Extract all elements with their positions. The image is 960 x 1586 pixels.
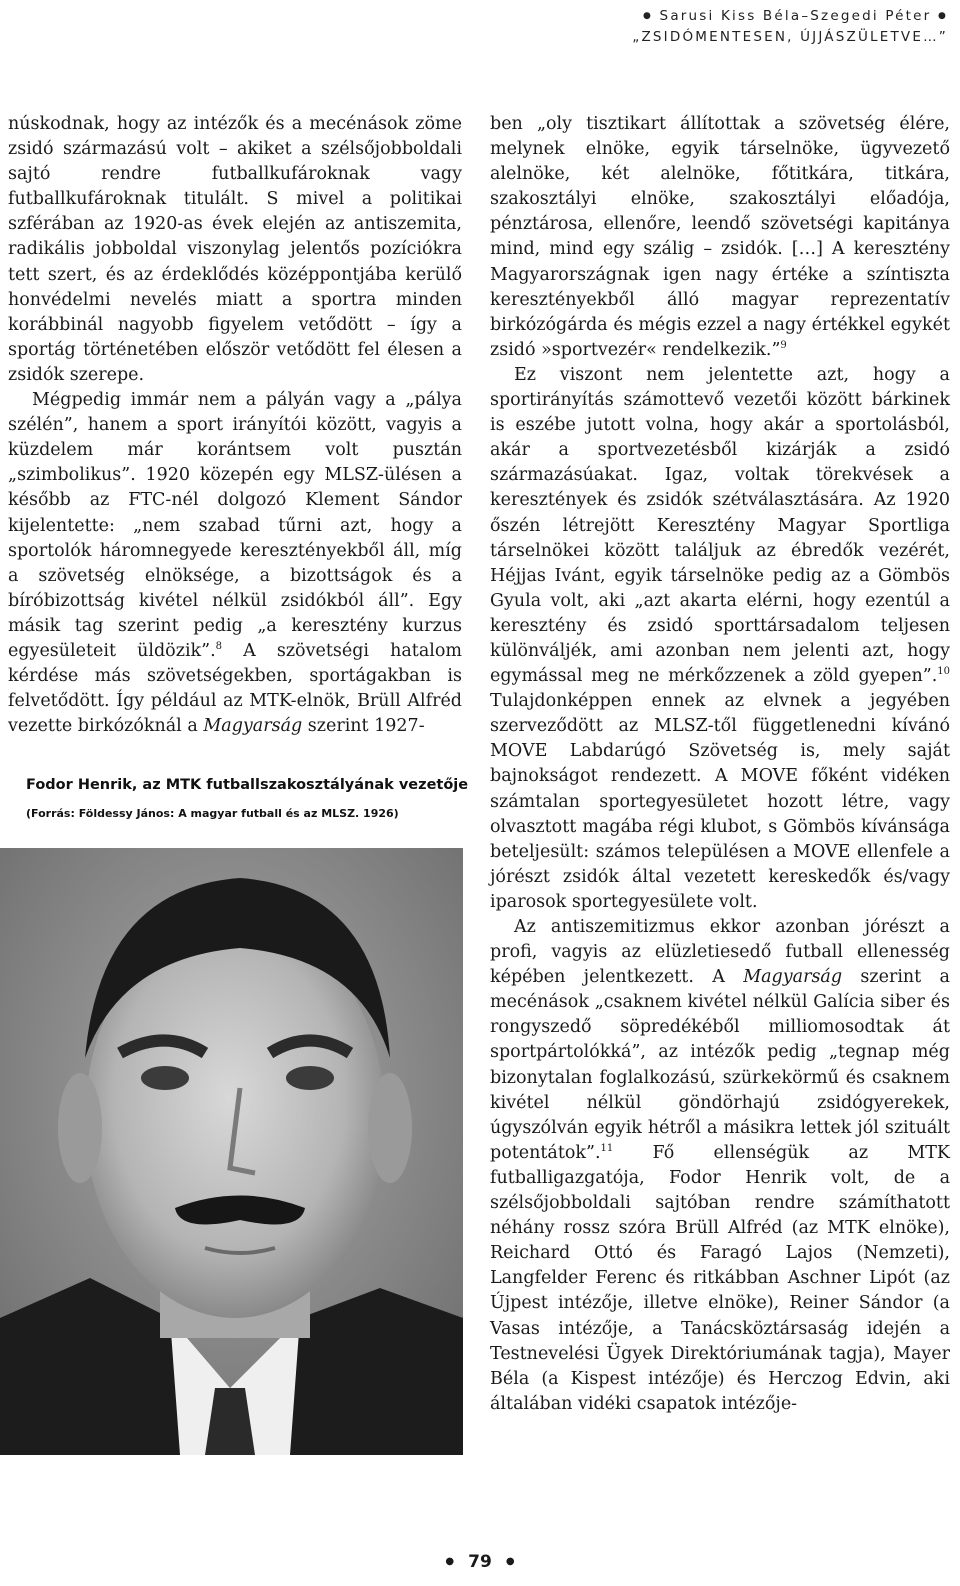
- paragraph: [490, 363, 950, 915]
- paragraph: núskodnak, hogy az intézők és a mecénások zöme zsidó származású volt – akiket a szélsőjobboldali sajtó rendre futballkufároknak vagy futballkufároknak titulált. S mivel a politikai szférában az 1920-as évek elején az antiszemita, radikális jobboldal viszonylag jelentős pozíciókra tett szert, és az érdeklődés középpontjába kerülő honvédelmi nevelés miatt a sportra minden korábbinál nagyobb figyelem vetődött – így a sportág történetében először vetődött fel élesen a zsidók szerepe.: [8, 114, 462, 385]
- right-column: [490, 112, 950, 1417]
- page-footer: ● 79 ●: [445, 1552, 515, 1572]
- paragraph-text: A szövetségi hatalom kérdése más szövetségekben, sportágakban is felvetődött. Így például az MTK-elnök, Brüll Alfréd vezette birkózóknál a: [8, 640, 462, 737]
- portrait-photo: [0, 848, 463, 1455]
- newspaper-title: Magyarság: [203, 716, 303, 737]
- paragraph-text: Fő ellenségük az MTK futballigazgatója, Fodor Henrik volt, de a szélsőjobboldali sajtóban rendre számíthatott néhány rossz szóra Brüll Alfréd (az MTK elnöke), Reichard Ottó és Faragó Lajos (Nemzeti), Langfelder Ferenc és ritkábban Aschner Lipót (az Újpest intézője, illetve elnöke), Reiner Sándor (a Vasas intézője, a Tanácsköztársaság idején a Testnevelési Ügyek Direktóriumának tagja), Mayer Béla (a Kispest intézője) és Herczog Edvin, aki általában vidéki csapatok intézője-: [490, 1142, 950, 1414]
- footnote-ref: 9: [780, 339, 787, 351]
- left-column: [8, 112, 462, 739]
- photo-source: (Forrás: Földessy János: A magyar futball és az MLSZ. 1926): [26, 807, 399, 820]
- newspaper-title: Magyarság: [743, 967, 843, 988]
- footnote-ref: 8: [215, 640, 223, 652]
- paragraph-text: Ez viszont nem jelentette azt, hogy a sportirányítás számottevő vezetői között bárkinek is eszébe jutott volna, hogy akár a sportolásból, akár a sportvezetésből kizárják a zsidó származásúakat. Igaz, voltak törekvések a keresztények és zsidók szétválasztására. Az 1920 őszén létrejött Keresztény Magyar Sportliga társelnökei között találjuk az ébredők vezérét, Héjjas Ivánt, egyik társelnöke pedig az a Gömbös Gyula volt, aki „azt akarta elérni, hogy ezentúl a keresztény és zsidó sporttársadalom teljesen különváljék, ami azonban nem jelenti azt, hogy egymással meg ne mérkőzzenek a zöld gyepen”.: [490, 364, 950, 687]
- paragraph-text: szerint a mecénások „csaknem kivétel nélkül Galícia siber és rongyszedő söpredékéből milliomosodtak át sportpártolókká”, az intézők pedig „tegnap még bizonytalan foglalkozású, szürkekörmű és csaknem kivétel nélkül göndörhajú zsidógyerekek, úgyszólván egyik hétről a másikra lettek jól szituált potentátok”.: [490, 967, 950, 1163]
- paragraph-text: Az antiszemitizmus ekkor azonban jórészt a profi, vagyis az elüzletiesedő futball ellenesség képében jelentkezett. A: [490, 917, 950, 988]
- footnote-ref: 10: [937, 666, 950, 678]
- paragraph-text: Mégpedig immár nem a pályán vagy a „pálya szélén”, hanem a sport irányítói között, vagyis a küzdelem már korántsem volt pusztán „szimbolikus”. 1920 közepén egy MLSZ-ülésen a később az FTC-nél dolgozó Klement Sándor kijelentette: „nem szabad tűrni azt, hogy a sportolók háromnegyede keresztényekből áll, míg a szövetség elnöksége, a bizottságok és a bíróbizottság kivétel nélkül zsidókból áll”. Egy másik tag szerint pedig „a keresztény kurzus egyesületeit üldözik”.: [8, 390, 462, 661]
- running-header: [632, 6, 948, 48]
- paragraph-text: ben „oly tisztikart állítottak a szövetség élére, melynek elnöke, egyik társelnöke, ügyvezető alelnöke, két alelnöke, főtitkára, titkára, szakosztályi elnöke, szakosztályi előadója, pénztárosa, ellenőre, leendő szövetségi kapitánya mind, mind egy szálig – zsidók. […] A keresztény Magyarországnak igen nagy értéke a színtiszta keresztényekből álló magyar reprezentatív birkózógárda és mégis ezzel a nagy értékkel egykét zsidó »sportvezér« rendelkezik.”: [490, 114, 950, 360]
- header-authors-text: Sarusi Kiss Béla–Szegedi Péter: [659, 8, 932, 24]
- header-title: „ZSIDÓMENTESEN, ÚJJÁSZÜLETVE…”: [632, 29, 948, 45]
- paragraph: [8, 388, 462, 739]
- footnote-ref: 11: [600, 1142, 614, 1154]
- paragraph-text: szerint 1927-: [302, 716, 425, 737]
- photo-caption: Fodor Henrik, az MTK futballszakosztályának vezetője: [26, 777, 469, 793]
- portrait-image: [0, 848, 463, 1455]
- paragraph: [490, 915, 950, 1417]
- header-authors: ● Sarusi Kiss Béla–Szegedi Péter ●: [642, 8, 948, 24]
- paragraph: [490, 112, 950, 363]
- paragraph-text: Tulajdonképpen ennek az elvnek a jegyében szerveződött az MLSZ-től függetlenedni kívánó MOVE Labdarúgó Szövetség is, mely saját bajnokságot rendezett. A MOVE főként vidéken számtalan sportegyesületet hozott létre, vagy olvasztott magába régi klubot, s Gömbös kívánsága beteljesült: számos településen a MOVE ellenfele a jórészt zsidók által vezetett kereskedők és/vagy iparosok sportegyesülete volt.: [490, 691, 950, 912]
- page-number: 79: [468, 1552, 492, 1572]
